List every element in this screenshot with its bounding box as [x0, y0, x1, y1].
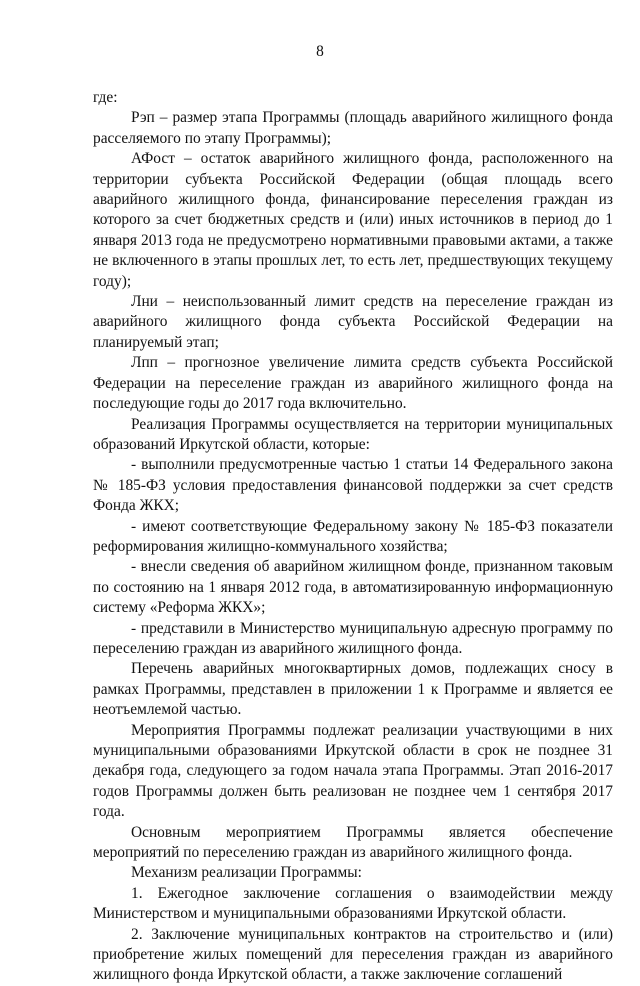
paragraph-house-list: Перечень аварийных многоквартирных домов, подлежащих сносу в рамках Программы, представлен в приложении 1 к Программе и является ее неотъемлемой частью.	[93, 660, 613, 719]
document-body	[93, 88, 613, 986]
list-item-condition-2: - имеют соответствующие Федеральному закону № 185-ФЗ показатели реформирования жилищно-коммунального хозяйства;	[93, 517, 613, 555]
paragraph-implementation: Реализация Программы осуществляется на территории муниципальных образований Иркутской области, которые:	[93, 415, 613, 453]
paragraph-lpp-definition: Лпп – прогнозное увеличение лимита средств субъекта Российской Федерации на переселение граждан из аварийного жилищного фонда на последующие годы до 2017 года включительно.	[93, 354, 613, 413]
page-number: 8	[316, 43, 324, 60]
list-item-mechanism-2: 2. Заключение муниципальных контрактов на строительство и (или) приобретение жилых помещений для переселения граждан из аварийного жилищного фонда Иркутской области, а также заключение соглашений	[93, 925, 613, 984]
paragraph-activities-deadline: Мероприятия Программы подлежат реализации участвующими в них муниципальными образованиями Иркутской области в срок не позднее 31 декабря года, следующего за годом начала этапа Программы. Этап 2016-2017 годов Программы должен быть реализован не позднее чем 1 сентября 2017 года.	[93, 721, 613, 821]
paragraph-rep-definition: Рэп – размер этапа Программы (площадь аварийного жилищного фонда расселяемого по этапу Программы);	[93, 109, 613, 147]
paragraph-mechanism-heading: Механизм реализации Программы:	[131, 864, 362, 882]
list-item-condition-3: - внесли сведения об аварийном жилищном фонде, признанном таковым по состоянию на 1 января 2012 года, в автоматизированную информационную систему «Реформа ЖКХ»;	[93, 558, 613, 617]
list-item-condition-4: - представили в Министерство муниципальную адресную программу по переселению граждан из аварийного жилищного фонда.	[93, 619, 613, 657]
paragraph-lni-definition: Лни – неиспользованный лимит средств на переселение граждан из аварийного жилищного фонда субъекта Российской Федерации на планируемый этап;	[93, 293, 613, 351]
paragraph-main-activity: Основным мероприятием Программы является обеспечение мероприятий по переселению граждан из аварийного жилищного фонда.	[93, 823, 613, 862]
paragraph-afost-definition: АФост – остаток аварийного жилищного фонда, расположенного на территории субъекта Российской Федерации (общая площадь всего аварийного жилищного фонда, финансирование переселения граждан из которого за счет бюджетных средств и (или) иных источников в период до 1 января 2013 года не предусмотрено нормативными правовыми актами, а также не включенного в этапы прошлых лет, то есть лет, предшествующих текущему году);	[93, 150, 613, 290]
paragraph-where: где:	[93, 89, 118, 106]
list-item-condition-1: - выполнили предусмотренные частью 1 статьи 14 Федерального закона № 185-ФЗ условия предоставления финансовой поддержки за счет средств Фонда ЖКХ;	[93, 456, 613, 515]
list-item-mechanism-1: 1. Ежегодное заключение соглашения о взаимодействии между Министерством и муниципальными образованиями Иркутской области.	[93, 884, 613, 923]
